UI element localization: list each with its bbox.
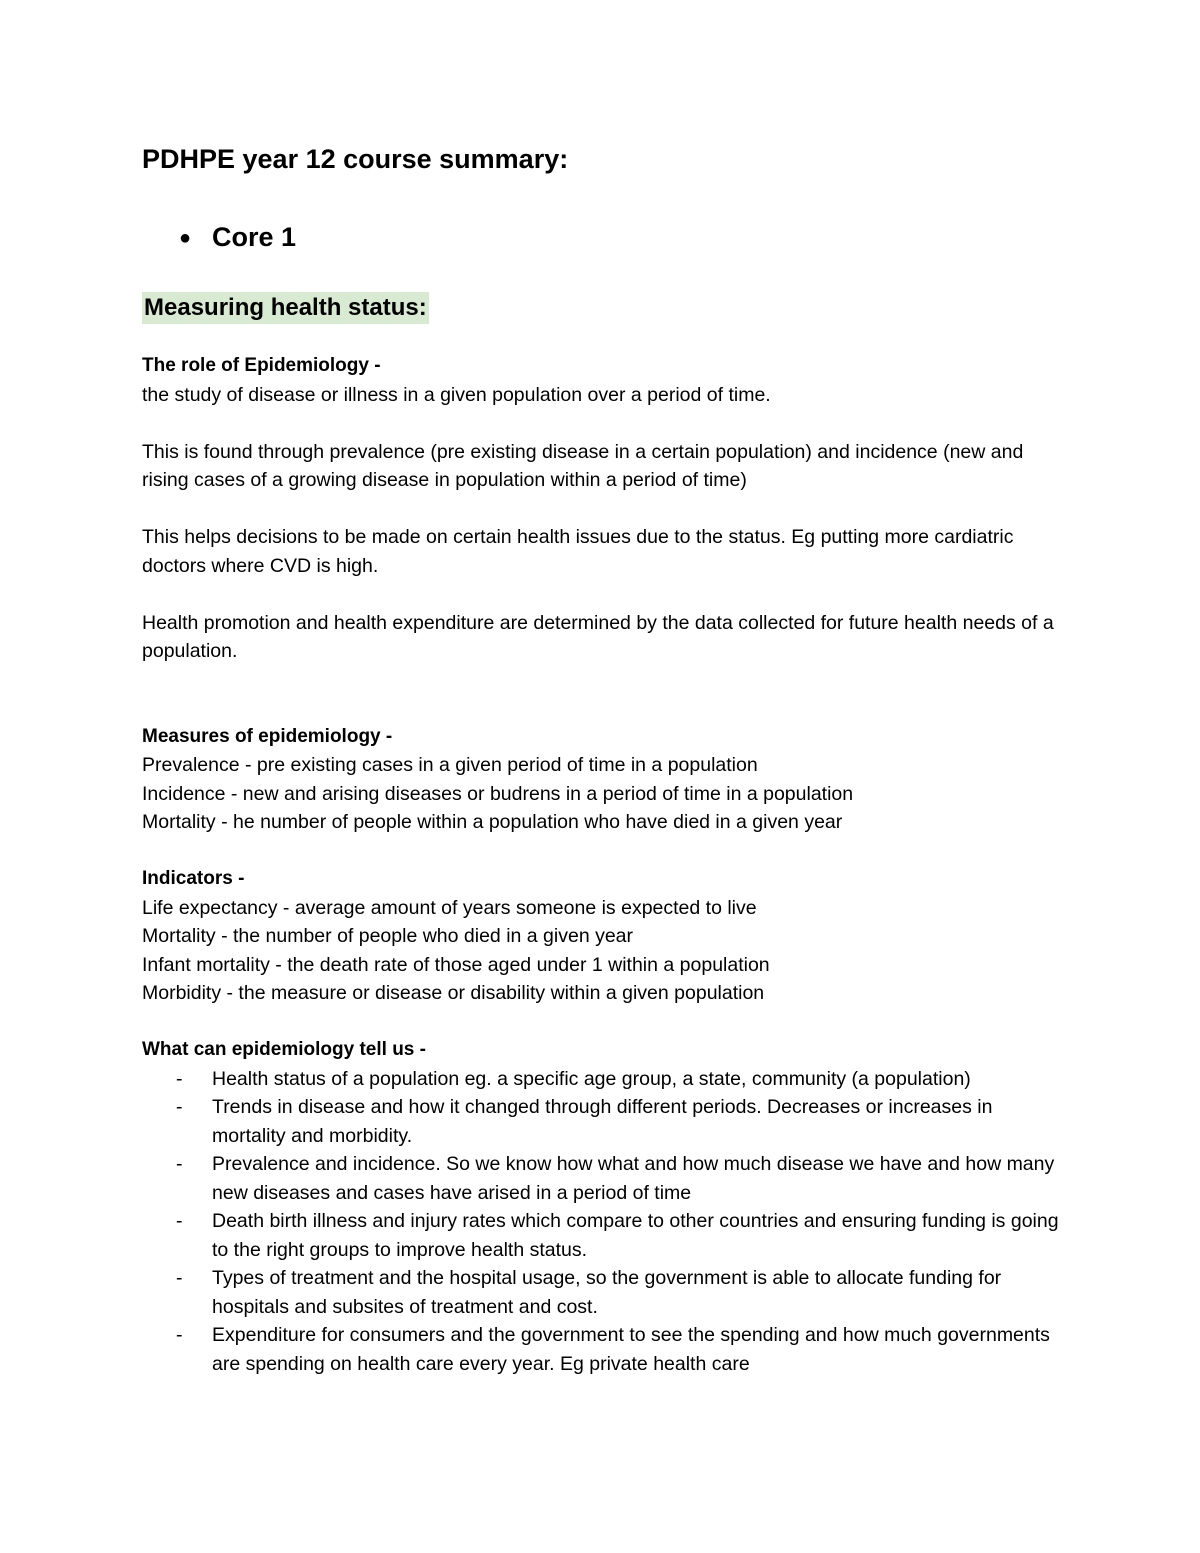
measures-list (142, 751, 1062, 837)
dash-icon: - (176, 1210, 183, 1232)
indicators-list (142, 894, 1062, 1008)
measures-line: Mortality - he number of people within a population who have died in a given year (142, 811, 843, 833)
indicators-line: Morbidity - the measure or disease or disability within a given population (142, 982, 765, 1004)
document-title: PDHPE year 12 course summary: (142, 144, 569, 174)
indicators-heading: Indicators - (142, 868, 245, 889)
document-content (142, 140, 1062, 1378)
list-item-text: Prevalence and incidence. So we know how what and how much disease we have and how many new diseases and cases have arised in a period of time (212, 1153, 1055, 1204)
list-item-text: Trends in disease and how it changed through different periods. Decreases or increases in mortality and morbidity. (212, 1096, 993, 1147)
list-item-text: Death birth illness and injury rates which compare to other countries and ensuring funding is going to the right groups to improve health status. (212, 1210, 1059, 1261)
role-paragraph-decisions: This helps decisions to be made on certain health issues due to the status. Eg putting more cardiatric doctors where CVD is high. (142, 526, 1014, 577)
indicators-line: Infant mortality - the death rate of those aged under 1 within a population (142, 953, 770, 976)
dash-icon: - (176, 1096, 183, 1118)
indicators-line: Life expectancy - average amount of years someone is expected to live (142, 896, 757, 919)
dash-icon: - (176, 1267, 183, 1289)
list-item-text: Expenditure for consumers and the government to see the spending and how much governments are spending on health care every year. Eg private health care (212, 1324, 1050, 1375)
dash-icon: - (176, 1153, 183, 1175)
measures-line: Incidence - new and arising diseases or budrens in a period of time in a population (142, 782, 854, 805)
list-item (142, 1093, 1062, 1150)
list-item (142, 1207, 1062, 1264)
list-item (142, 1065, 1062, 1094)
list-item-text: Types of treatment and the hospital usage, so the government is able to allocate funding for hospitals and subsites of treatment and cost. (212, 1267, 1002, 1318)
list-item (142, 1150, 1062, 1207)
dash-icon: - (176, 1067, 183, 1090)
core-label: Core 1 (212, 222, 297, 252)
role-paragraph-found: This is found through prevalence (pre existing disease in a certain population) and incidence (new and rising cases of a growing disease in population within a period of time) (142, 440, 1024, 491)
measures-heading: Measures of epidemiology - (142, 725, 393, 747)
dash-icon: - (176, 1324, 183, 1346)
role-paragraph-promotion: Health promotion and health expenditure are determined by the data collected for future health needs of a population. (142, 611, 1054, 662)
indicators-line: Mortality - the number of people who died in a given year (142, 925, 634, 947)
list-item (142, 1321, 1062, 1378)
role-heading: The role of Epidemiology - (142, 355, 381, 376)
section-heading: Measuring health status: (142, 292, 429, 324)
bullet-icon: ● (179, 227, 192, 249)
tell-us-list (142, 1065, 1062, 1379)
list-item (142, 1264, 1062, 1321)
core-list-item (142, 218, 1062, 256)
section-heading-wrapper (142, 256, 1062, 324)
role-definition: the study of disease or illness in a given population over a period of time. (142, 383, 771, 406)
list-item-text: Health status of a population eg. a specific age group, a state, community (a population) (212, 1067, 971, 1090)
tell-us-heading: What can epidemiology tell us - (142, 1039, 426, 1060)
measures-line: Prevalence - pre existing cases in a given period of time in a population (142, 754, 758, 776)
